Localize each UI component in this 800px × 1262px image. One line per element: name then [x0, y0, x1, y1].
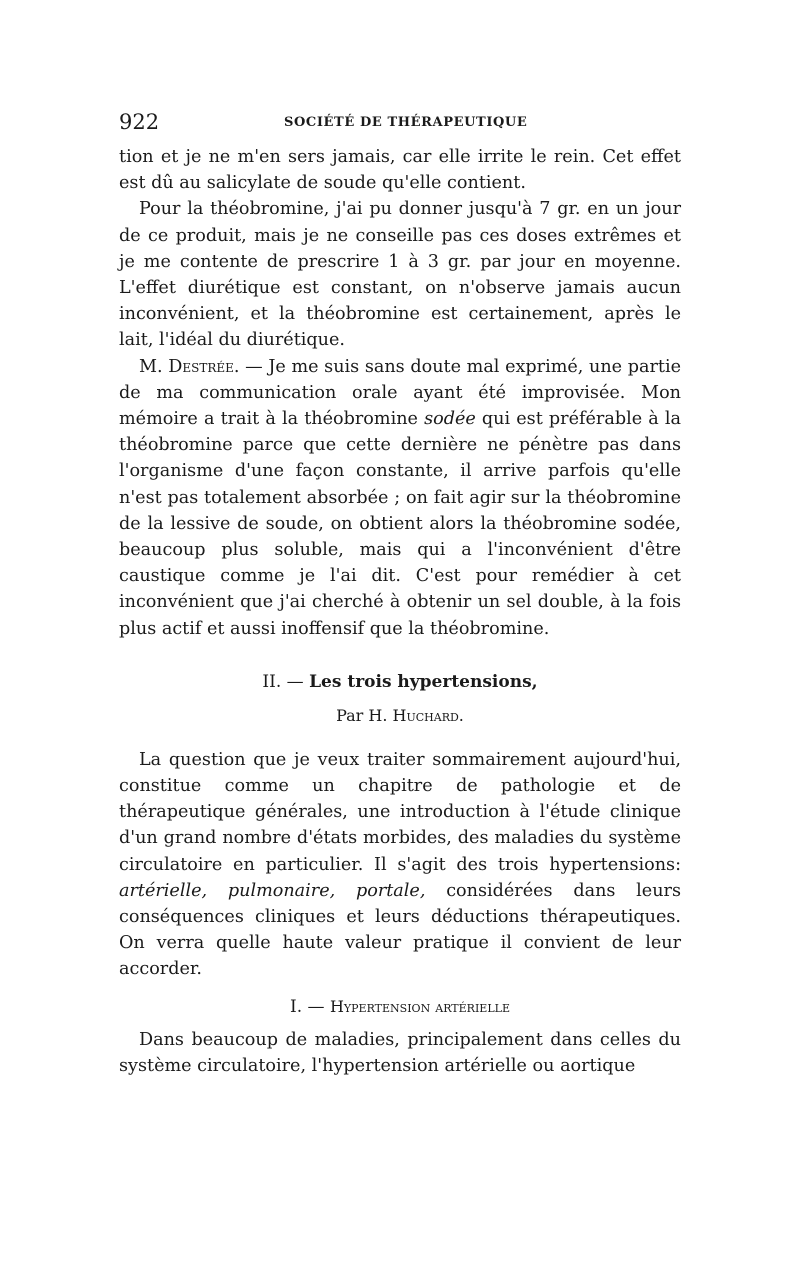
running-head: SOCIÉTÉ DE THÉRAPEUTIQUE — [284, 115, 528, 130]
intro-italic-2: pulmonaire, portale, — [227, 880, 426, 901]
intro-italic-1: artérielle, — [119, 880, 208, 901]
paragraph-arterial: Dans beaucoup de maladies, principalement dans celles du système circulatoire, l'hypertension artérielle ou aortique — [119, 1029, 681, 1076]
paragraph-theobromine: Pour la théobromine, j'ai pu donner jusqu'à 7 gr. en un jour de ce produit, mais je ne conseille pas ces doses extrêmes et je me contente de prescrire 1 à 3 gr. par jour en moyenne. L'effet diurétique est constant, on n'observe jamais aucun inconvénient, et la théobromine est certainement, après le lait, l'idéal du diurétique. — [119, 199, 681, 351]
subsection-heading — [119, 997, 681, 1017]
book-page — [119, 110, 681, 1079]
subsection-text — [119, 1027, 681, 1079]
discussion-text — [119, 144, 681, 642]
section-numeral: II. — — [262, 671, 310, 692]
paragraph-introduction — [119, 747, 681, 983]
lecture-text — [119, 747, 681, 983]
section-title: Les trois hypertensions, — [309, 671, 538, 692]
paragraph-continuation: tion et je ne m'en sers jamais, car elle irrite le rein. Cet effet est dû au salicylate de soude qu'elle contient. — [119, 147, 681, 194]
speaker-name: M. Destrée. — [139, 356, 240, 377]
byline-par: Par H. — [336, 705, 393, 725]
intro-text-2: considérées dans leurs conséquences cliniques et leurs déductions thérapeutiques. On verra quelle haute valeur pratique il convient de leur accorder. — [119, 880, 681, 980]
page-header — [119, 110, 681, 144]
page-number: 922 — [119, 110, 160, 134]
destree-text-2: qui est préférable à la théobromine parce que cette dernière ne pénètre pas dans l'organisme d'une façon constante, il arrive parfois qu'elle n'est pas totalement absorbée ; on fait agir sur la théobromine de la lessive de soude, on obtient alors la théobromine sodée, beaucoup plus soluble, mais qui a l'inconvénient d'être caustique comme je l'ai dit. C'est pour remédier à cet inconvénient que j'ai cherché à obtenir un sel double, à la fois plus actif et aussi inoffensif que la théobromine. — [119, 409, 681, 639]
subsection-numeral: I. — — [290, 996, 330, 1017]
byline — [119, 706, 681, 725]
section-heading — [119, 672, 681, 692]
subsection-title: Hypertension artérielle — [329, 996, 510, 1016]
byline-author: Huchard. — [392, 705, 464, 725]
destree-italic-term: sodée — [424, 409, 476, 430]
paragraph-destree — [119, 354, 681, 642]
destree-text-1: — Je me suis sans doute mal exprimé, une partie de ma communication orale ayant été improvisée. Mon mémoire a trait à la théobromine — [119, 356, 682, 430]
intro-text-1: La question que je veux traiter sommairement aujourd'hui, constitue comme un chapitre de pathologie et de thérapeutique générales, une introduction à l'étude clinique d'un grand nombre d'états morbides, des maladies du système circulatoire en particulier. Il s'agit des trois hypertensions: — [119, 749, 681, 875]
